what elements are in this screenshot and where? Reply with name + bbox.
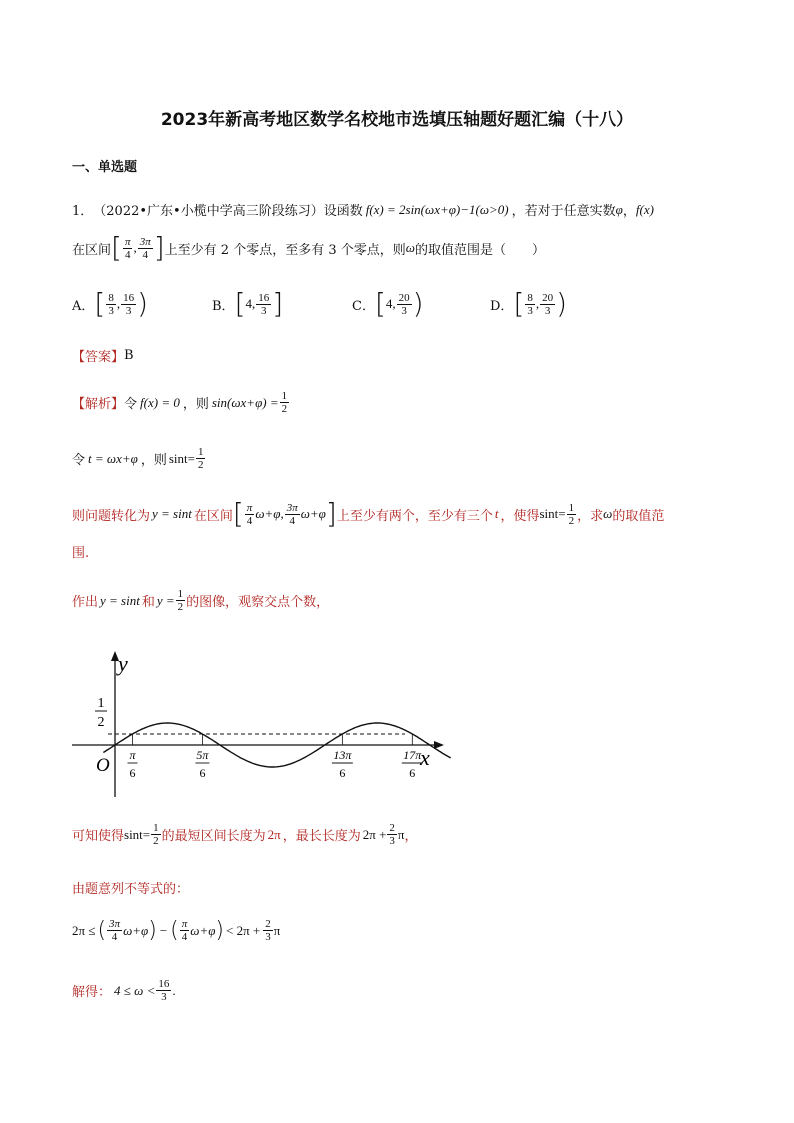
tick-label-num-0: π	[129, 748, 136, 762]
half-num: 1	[97, 696, 105, 711]
question-text-2: 上至少有 2 个零点，至多有 3 个零点，则	[164, 242, 406, 258]
option-a[interactable]: A． [ $\frac{8}{3}$ , $\frac{16}{3}$ )	[72, 287, 149, 320]
analysis-math: t = ωx+φ	[88, 450, 138, 466]
solution-line: 解得： 4 ≤ ω < $\frac{16}{3}$ .	[72, 978, 176, 1003]
question-number: 1．	[72, 204, 94, 219]
option-b[interactable]: B． [ 4 , $\frac{16}{3}$ ]	[212, 287, 284, 320]
analysis-text: 则问题转化为	[72, 508, 151, 524]
analysis-math: sint=	[168, 450, 195, 466]
analysis-line-1	[72, 390, 290, 415]
analysis-text: 令	[124, 397, 138, 412]
analysis-text: ，则	[140, 453, 167, 468]
question-text-3: 的取值范围是（ ）	[414, 242, 545, 258]
option-d[interactable]: D． [ $\frac{8}{3}$ , $\frac{20}{3}$ )	[490, 287, 568, 320]
tick-label-num-2: 13π	[333, 748, 352, 762]
document-title: 2023年新高考地区数学名校地市选填压轴题好题汇编（十八）	[160, 110, 634, 130]
analysis-text: 上至少有两个，至少有三个	[336, 508, 493, 524]
question-fx: f(x)	[635, 201, 654, 217]
half-frac: $\frac{1}{2}$	[197, 446, 204, 471]
analysis-text: 令	[72, 453, 86, 468]
analysis-math: f(x) = 0	[140, 394, 180, 410]
question-text-1: ，若对于任意实数	[511, 204, 616, 219]
tick-label-den-2: 6	[339, 766, 346, 780]
analysis-text: 的取值范	[612, 508, 665, 524]
analysis-text: ，求	[577, 508, 604, 524]
left-bracket: [	[111, 231, 122, 264]
option-c[interactable]: C． [ 4 , $\frac{20}{3}$ )	[352, 287, 424, 320]
analysis-text: 在区间	[193, 508, 233, 524]
half-frac: $\frac{1}{2}$	[281, 390, 288, 415]
tick-label-den-3: 6	[409, 766, 416, 780]
options-row	[72, 287, 568, 320]
question-phi: φ	[615, 201, 623, 217]
section-heading: 一、单选题	[72, 160, 138, 175]
answer-line	[72, 346, 134, 365]
analysis-line-3-wrap	[72, 542, 89, 561]
interval-prefix: 在区间	[72, 242, 112, 258]
half-den: 2	[97, 715, 105, 730]
tick-label-den-1: 6	[199, 766, 206, 780]
analysis-line-2	[72, 446, 206, 471]
tick-labels	[127, 734, 422, 780]
analysis-text: 由题意列不等式的：	[72, 882, 190, 897]
interval-left-frac: $\frac{\pi}{4}$	[124, 235, 131, 261]
answer-tag: 【答案】	[72, 350, 125, 365]
analysis-line-4: 作出 y = sint 和 y = $\frac{1}{2}$ 的图像，观察交点个数，	[72, 588, 330, 613]
analysis-text: 和	[141, 595, 155, 610]
right-bracket: ]	[325, 497, 337, 530]
analysis-text: ，则	[182, 397, 209, 412]
analysis-text: 可知使得	[72, 829, 125, 844]
question-line-2: 在区间 [ $\frac{\pi}{4}$ , $\frac{3\pi}{4}$ ] 上至少有 2 个零点，至多有 3 个零点，则 ω 的取值范围是（ ）	[72, 231, 545, 264]
interval-right-frac: $\frac{3\pi}{4}$	[139, 235, 151, 261]
analysis-line-5: 可知使得 sint= $\frac{1}{2}$ 的最短区间长度为 2π ，最长长度为 2π + $\frac{2}{3}$ π ，	[72, 822, 418, 847]
origin-label: O	[96, 755, 110, 776]
inequality-line: 2π ≤ ( $\frac{3\pi}{4}$ ω+φ ) − ( $\frac{\pi}{4}$ ω+φ ) < 2π + $\frac{2}{3}$ π	[72, 917, 281, 943]
tick-label-den-0: 6	[129, 766, 136, 780]
analysis-text: ，最长长度为	[282, 829, 361, 844]
analysis-math: sin(ωx+φ) =	[211, 394, 279, 410]
analysis-text: 的最短区间长度为	[161, 829, 266, 844]
y-axis-label: y	[118, 651, 128, 676]
analysis-tag: 【解析】	[72, 397, 125, 412]
sine-graph	[60, 645, 460, 810]
question-comma: ，	[622, 204, 636, 219]
x-axis-arrow	[434, 741, 444, 749]
answer-value: B	[124, 348, 134, 363]
analysis-text: 解得：	[72, 985, 112, 1000]
question-line-1	[72, 200, 654, 219]
left-bracket: [	[232, 497, 244, 530]
analysis-text: ，使得	[500, 508, 540, 524]
analysis-text: 围.	[72, 546, 90, 561]
analysis-text: 的图像，观察交点个数，	[186, 595, 330, 610]
analysis-line-6	[72, 878, 189, 897]
analysis-line-3: 则问题转化为 y = sint 在区间 [ $\frac{\pi}{4}$ ω+φ, $\frac{3\pi}{4}$ ω+φ ] 上至少有两个，至少有三个 t ，使得 sint= $\frac{1}{2}$ ，求 ω 的取值范	[72, 497, 665, 530]
question-function: f(x) = 2sin(ωx+φ)−1(ω>0)	[365, 201, 509, 217]
analysis-math: y = sint	[152, 506, 192, 521]
tick-label-num-3: 17π	[403, 748, 422, 762]
analysis-text: 作出	[72, 595, 99, 610]
x-axis-label: x	[420, 745, 430, 770]
right-bracket: ]	[153, 231, 165, 264]
question-omega: ω	[405, 240, 415, 255]
tick-label-num-1: 5π	[196, 748, 209, 762]
question-source: （2022•广东•小榄中学高三阶段练习）设函数	[93, 204, 363, 219]
